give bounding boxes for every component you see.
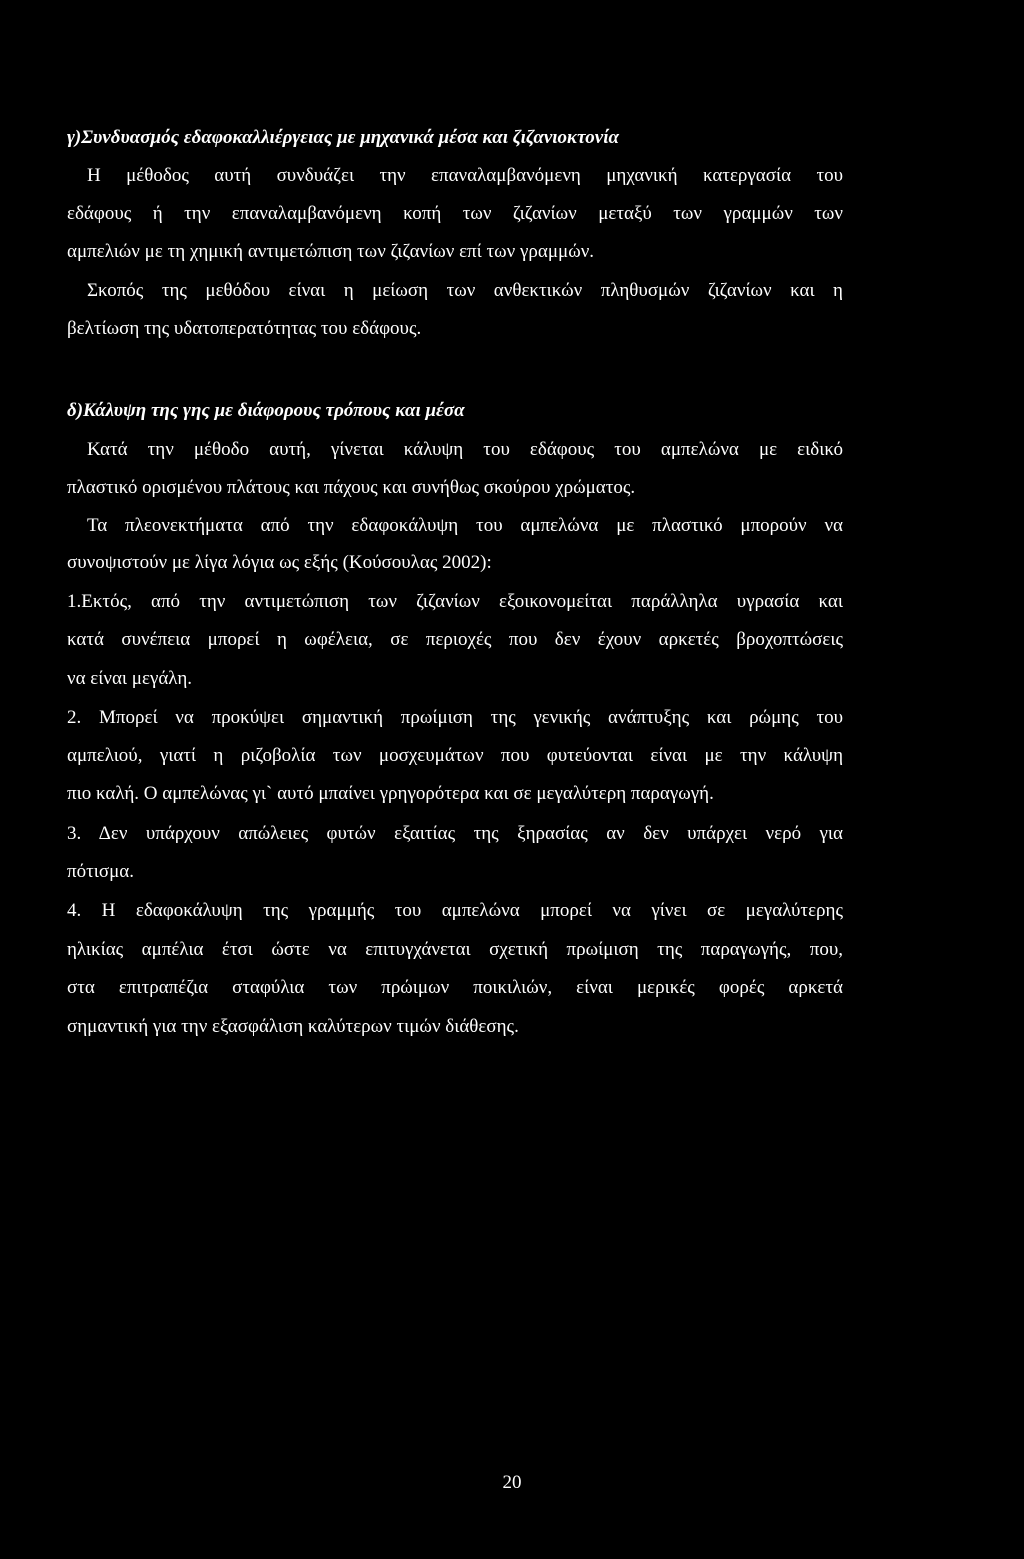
section-d-line-8: 2. Μπορεί να προκύψει σημαντική πρωίμιση της γενικής ανάπτυξης και ρώμης του — [67, 707, 843, 728]
section-c-line-4: Σκοπός της μεθόδου είναι η μείωση των ανθεκτικών πληθυσμών ζιζανίων και η — [87, 280, 843, 301]
section-d-heading: δ)Κάλυψη της γης με διάφορους τρόπους και μέσα — [67, 400, 465, 421]
section-d-line-7: να είναι μεγάλη. — [67, 668, 193, 689]
section-c-line-1: Η μέθοδος αυτή συνδυάζει την επαναλαμβανόμενη μηχανική κατεργασία του — [87, 165, 843, 186]
section-d-line-3: Τα πλεονεκτήματα από την εδαφοκάλυψη του αμπελώνα με πλαστικό μπορούν να — [87, 515, 843, 536]
section-d-line-11: 3. Δεν υπάρχουν απώλειες φυτών εξαιτίας της ξηρασίας αν δεν υπάρχει νερό για — [67, 823, 843, 844]
section-d-line-16: σημαντική για την εξασφάλιση καλύτερων τιμών διάθεσης. — [67, 1016, 519, 1037]
section-d-line-12: πότισμα. — [67, 861, 134, 882]
section-c-line-3: αμπελιών με τη χημική αντιμετώπιση των ζιζανίων επί των γραμμών. — [67, 241, 595, 262]
page-number: 20 — [502, 1472, 522, 1493]
section-d-line-4: συνοψιστούν με λίγα λόγια ως εξής (Κούσουλας 2002): — [67, 552, 492, 573]
section-d-line-5: 1.Εκτός, από την αντιμετώπιση των ζιζανίων εξοικονομείται παράλληλα υγρασία και — [67, 591, 843, 612]
section-d-line-10: πιο καλή. Ο αμπελώνας γι` αυτό μπαίνει γρηγορότερα και σε μεγαλύτερη παραγωγή. — [67, 783, 714, 804]
section-c-heading: γ)Συνδυασμός εδαφοκαλλιέργειας με μηχανικά μέσα και ζιζανιοκτονία — [67, 127, 619, 148]
section-d-line-1: Κατά την μέθοδο αυτή, γίνεται κάλυψη του εδάφους του αμπελώνα με ειδικό — [87, 439, 843, 460]
section-d-line-15: στα επιτραπέζια σταφύλια των πρώιμων ποικιλιών, είναι μερικές φορές αρκετά — [67, 977, 843, 998]
section-d-line-6: κατά συνέπεια μπορεί η ωφέλεια, σε περιοχές που δεν έχουν αρκετές βροχοπτώσεις — [67, 629, 843, 650]
section-d-line-2: πλαστικό ορισμένου πλάτους και πάχους και συνήθως σκούρου χρώματος. — [67, 477, 636, 498]
section-c-line-5: βελτίωση της υδατοπερατότητας του εδάφους. — [67, 318, 422, 339]
section-d-line-9: αμπελιού, γιατί η ριζοβολία των μοσχευμάτων που φυτεύονται είναι με την κάλυψη — [67, 745, 843, 766]
section-c-line-2: εδάφους ή την επαναλαμβανόμενη κοπή των ζιζανίων μεταξύ των γραμμών των — [67, 203, 843, 224]
section-d-line-14: ηλικίας αμπέλια έτσι ώστε να επιτυγχάνεται σχετική πρωίμιση της παραγωγής, που, — [67, 939, 843, 960]
section-d-line-13: 4. Η εδαφοκάλυψη της γραμμής του αμπελώνα μπορεί να γίνει σε μεγαλύτερης — [67, 900, 843, 921]
